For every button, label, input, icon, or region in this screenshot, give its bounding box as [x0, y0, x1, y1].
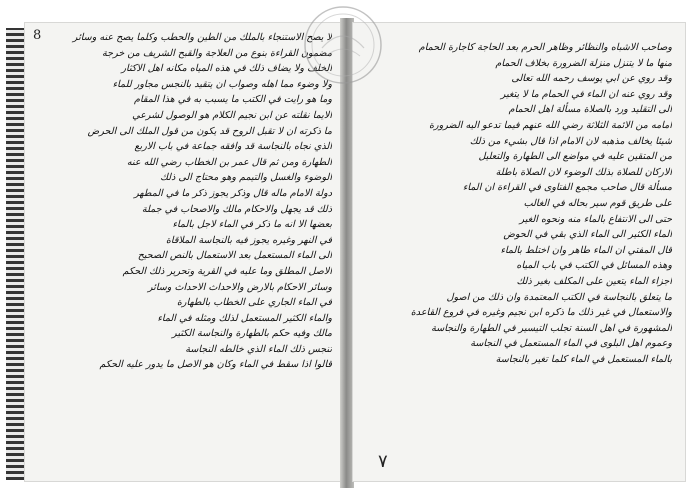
manuscript-line: المشهورة في اهل السنة تجلب التيسير في الطهارة والنجاسة — [431, 322, 672, 334]
manuscript-line: ذلك قد يجهل والاحكام مالك والاصحاب في جملة — [141, 203, 332, 215]
manuscript-line: الى التقليد ورد بالصلاة مسألة اهل الحمام — [508, 104, 672, 116]
manuscript-line: شيئا يخالف مذهبه لان الامام اذا قال بشيء من ذلك — [469, 135, 672, 147]
manuscript-line: الاصل المطلق وما عليه في القرية وتحرير ذلك الحكم — [122, 265, 332, 277]
manuscript-line: مسألة قال صاحب مجمع الفتاوى في القراءة ان الماء — [462, 182, 672, 194]
manuscript-line: ولا وضوء مما اهله وصواب ان يتقيد بالنجس مجاور للماء — [112, 78, 332, 90]
manuscript-line: الى الماء المستعمل بعد الاستعمال بالنص الصحيح — [137, 250, 332, 262]
manuscript-line: وما هو رايت في الكتب ما يسبب به في هذا المقام — [134, 94, 332, 106]
manuscript-line: قالوا اذا سقط في الماء وكان هو الاصل ما يدور عليه الحكم — [99, 359, 332, 371]
manuscript-line: الطهارة ومن ثم قال عمر بن الخطاب رضي الله عنه — [126, 156, 332, 168]
manuscript-line: في النهر وغيره يجوز فيه بالنجاسة الملاقاة — [165, 234, 332, 246]
right-folio-number: ٧ — [378, 451, 388, 472]
manuscript-line: اجزاء الماء يتعين على المكلف بغير ذلك — [516, 275, 672, 287]
manuscript-line: الماء الكثير الى الماء الذي بقي في الحوض — [503, 229, 672, 241]
manuscript-line: ما يتعلق بالنجاسة في الكتب المعتمدة وان ذلك من اصول — [446, 291, 672, 303]
manuscript-line: منها ما لا يتنزل منزلة الضرورة بخلاف الحمام — [495, 57, 672, 69]
manuscript-line: في الماء الجاري على الخطاب بالطهارة — [176, 297, 332, 309]
manuscript-line: امامه من الائمة الثلاثة رضي الله عنهم فيما تدعو اليه الضرورة — [428, 119, 672, 131]
manuscript-line: على طريق قوم سير بحاله في الغالب — [523, 197, 672, 209]
manuscript-line: وعموم اهل البلوى في الماء المستعمل في النجاسة — [470, 338, 672, 350]
manuscript-line: والاستعمال في غير ذلك ما ذكره ابن نجيم وغيره في فروع القاعدة — [410, 307, 672, 319]
manuscript-line: وسائر الاحكام بالارض والاحداث الاحداث وسائر — [147, 281, 332, 293]
manuscript-line: مالك وفيه حكم بالطهارة والنجاسة الكثير — [172, 328, 332, 340]
manuscript-line: بالماء المستعمل في الماء كلما تغير بالنجاسة — [495, 353, 672, 365]
manuscript-line: مضمون القراءة بنوع من العلاجة والقبح الشريف من خرجة — [102, 47, 332, 59]
manuscript-line: وهذه المسائل في الكتب في باب المياه — [516, 260, 672, 272]
book-edge — [6, 28, 24, 480]
manuscript-line: وصاحب الاشباه والنظائر وظاهر الحرم بعد الحاجة كاجارة الحمام — [418, 42, 672, 53]
right-page-text — [364, 40, 672, 367]
left-folio-number: 8 — [33, 28, 42, 43]
left-page-text — [36, 30, 332, 373]
manuscript-line: بعضها الا انه ما ذكر في الماء لاجل بالماء — [172, 219, 332, 231]
manuscript-line: حتى الى الانتفاع بالماء منه ونحوه الغير — [519, 213, 672, 225]
manuscript-line: تنجس ذلك الماء الذي خالطه النجاسة — [185, 343, 332, 355]
manuscript-line: والماء الكثير المستعمل لذلك ومثله في الماء — [157, 312, 332, 324]
manuscript-line: الخلف ولا يضاف ذلك في هذه المياه مكانه اهل الاكثار — [121, 63, 332, 75]
manuscript-line: ما ذكرته ان لا تقبل الروح قد يكون من قول الملك الى الحرض — [87, 125, 332, 137]
library-seal — [300, 2, 386, 88]
manuscript-line: الايما نقلته عن ابن نجيم الكلام هو الوصول لشرعي — [132, 109, 332, 121]
manuscript-line: دولة الامام ماله قال وذكر يجوز ذكر ما في المطهر — [134, 187, 332, 199]
left-page — [24, 22, 342, 482]
manuscript-line: وقد روي عنه ان الماء في الحمام ما لا يتغير — [500, 88, 672, 100]
manuscript-line: الذي نجاه بالنجاسة قد وافقه جماعة في باب الاربع — [134, 141, 332, 153]
right-page — [352, 22, 686, 482]
manuscript-line: قال المفتي ان الماء طاهر وان اختلط بالماء — [500, 244, 672, 256]
manuscript-line: لا يصح الاستنجاء بالملك من الطين والحطب وكلما يصح عنه وسائر — [72, 32, 332, 43]
manuscript-line: من المتقين عليه في مواضع الى الطهارة والتعليل — [478, 151, 672, 163]
manuscript-line: الوضوء والغسل والتيمم وهو محتاج الى ذلك — [160, 172, 332, 184]
manuscript-line: الاركان للصلاة بذلك الوضوء لان الصلاة باطلة — [495, 166, 672, 178]
manuscript-line: وقد روي عن ابي يوسف رحمه الله تعالى — [511, 73, 672, 85]
